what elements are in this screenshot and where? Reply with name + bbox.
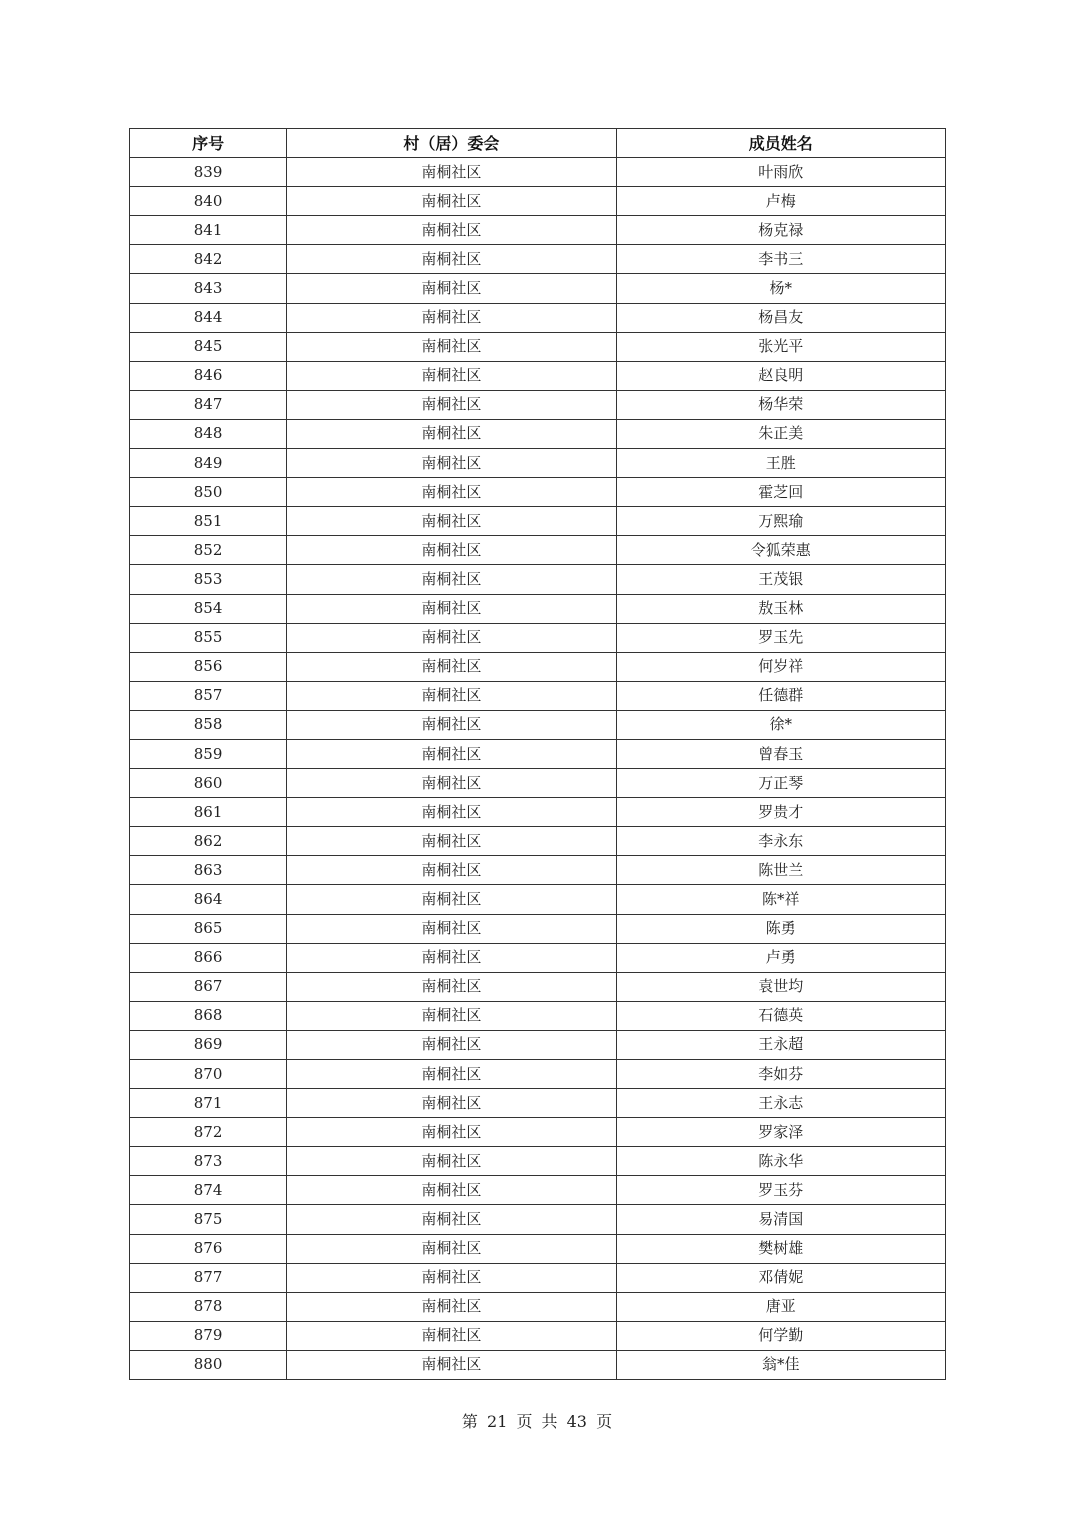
cell-serial-number: 866 — [130, 943, 287, 972]
cell-member-name: 徐* — [616, 710, 945, 739]
cell-serial-number: 870 — [130, 1060, 287, 1089]
cell-committee: 南桐社区 — [287, 274, 616, 303]
cell-member-name: 杨克禄 — [616, 216, 945, 245]
cell-serial-number: 850 — [130, 478, 287, 507]
cell-member-name: 李永东 — [616, 827, 945, 856]
cell-member-name: 敖玉林 — [616, 594, 945, 623]
cell-member-name: 陈永华 — [616, 1147, 945, 1176]
cell-committee: 南桐社区 — [287, 245, 616, 274]
cell-serial-number: 864 — [130, 885, 287, 914]
cell-serial-number: 871 — [130, 1089, 287, 1118]
cell-committee: 南桐社区 — [287, 972, 616, 1001]
cell-serial-number: 844 — [130, 303, 287, 332]
table-row — [130, 652, 946, 681]
cell-serial-number: 848 — [130, 419, 287, 448]
table-row — [130, 1030, 946, 1059]
cell-serial-number: 865 — [130, 914, 287, 943]
cell-serial-number: 840 — [130, 187, 287, 216]
cell-committee: 南桐社区 — [287, 449, 616, 478]
cell-committee: 南桐社区 — [287, 827, 616, 856]
table-row — [130, 710, 946, 739]
cell-committee: 南桐社区 — [287, 623, 616, 652]
cell-committee: 南桐社区 — [287, 1089, 616, 1118]
cell-committee: 南桐社区 — [287, 1001, 616, 1030]
cell-committee: 南桐社区 — [287, 1350, 616, 1379]
table-row — [130, 1060, 946, 1089]
cell-committee: 南桐社区 — [287, 1292, 616, 1321]
cell-member-name: 何学勤 — [616, 1321, 945, 1350]
cell-committee: 南桐社区 — [287, 158, 616, 187]
cell-serial-number: 855 — [130, 623, 287, 652]
cell-serial-number: 860 — [130, 769, 287, 798]
cell-member-name: 杨华荣 — [616, 390, 945, 419]
cell-committee: 南桐社区 — [287, 1321, 616, 1350]
cell-committee: 南桐社区 — [287, 943, 616, 972]
table-row — [130, 245, 946, 274]
cell-committee: 南桐社区 — [287, 478, 616, 507]
table-row — [130, 1176, 946, 1205]
table-row — [130, 1118, 946, 1147]
cell-member-name: 霍芝回 — [616, 478, 945, 507]
cell-member-name: 石德英 — [616, 1001, 945, 1030]
cell-committee: 南桐社区 — [287, 739, 616, 768]
cell-member-name: 杨* — [616, 274, 945, 303]
cell-committee: 南桐社区 — [287, 507, 616, 536]
cell-member-name: 王永志 — [616, 1089, 945, 1118]
cell-serial-number: 858 — [130, 710, 287, 739]
cell-member-name: 樊树雄 — [616, 1234, 945, 1263]
header-committee: 村（居）委会 — [287, 129, 616, 158]
table-row — [130, 856, 946, 885]
table-row — [130, 739, 946, 768]
cell-committee: 南桐社区 — [287, 216, 616, 245]
cell-committee: 南桐社区 — [287, 1118, 616, 1147]
table-row — [130, 1292, 946, 1321]
table-row — [130, 565, 946, 594]
table-row — [130, 1205, 946, 1234]
cell-member-name: 李如芬 — [616, 1060, 945, 1089]
table-row — [130, 827, 946, 856]
cell-committee: 南桐社区 — [287, 390, 616, 419]
table-row — [130, 478, 946, 507]
cell-committee: 南桐社区 — [287, 652, 616, 681]
table-row — [130, 1234, 946, 1263]
table-row — [130, 1321, 946, 1350]
cell-member-name: 叶雨欣 — [616, 158, 945, 187]
table-row — [130, 507, 946, 536]
cell-serial-number: 845 — [130, 332, 287, 361]
table-row — [130, 1001, 946, 1030]
table-row — [130, 623, 946, 652]
cell-member-name: 张光平 — [616, 332, 945, 361]
cell-member-name: 万熙瑜 — [616, 507, 945, 536]
cell-serial-number: 842 — [130, 245, 287, 274]
table-row — [130, 594, 946, 623]
table-row — [130, 216, 946, 245]
table-row — [130, 1263, 946, 1292]
cell-member-name: 罗玉芬 — [616, 1176, 945, 1205]
cell-serial-number: 854 — [130, 594, 287, 623]
cell-serial-number: 875 — [130, 1205, 287, 1234]
table-row — [130, 972, 946, 1001]
cell-serial-number: 856 — [130, 652, 287, 681]
cell-serial-number: 872 — [130, 1118, 287, 1147]
cell-committee: 南桐社区 — [287, 565, 616, 594]
cell-serial-number: 849 — [130, 449, 287, 478]
cell-serial-number: 877 — [130, 1263, 287, 1292]
cell-serial-number: 880 — [130, 1350, 287, 1379]
cell-committee: 南桐社区 — [287, 681, 616, 710]
table-row — [130, 274, 946, 303]
cell-serial-number: 843 — [130, 274, 287, 303]
cell-member-name: 卢勇 — [616, 943, 945, 972]
cell-member-name: 罗家泽 — [616, 1118, 945, 1147]
table-row — [130, 419, 946, 448]
cell-committee: 南桐社区 — [287, 419, 616, 448]
table-row — [130, 361, 946, 390]
table-row — [130, 798, 946, 827]
cell-serial-number: 847 — [130, 390, 287, 419]
cell-committee: 南桐社区 — [287, 361, 616, 390]
cell-serial-number: 873 — [130, 1147, 287, 1176]
table-row — [130, 390, 946, 419]
cell-committee: 南桐社区 — [287, 914, 616, 943]
table-row — [130, 158, 946, 187]
cell-member-name: 卢梅 — [616, 187, 945, 216]
cell-committee: 南桐社区 — [287, 885, 616, 914]
cell-committee: 南桐社区 — [287, 1030, 616, 1059]
cell-serial-number: 879 — [130, 1321, 287, 1350]
cell-serial-number: 851 — [130, 507, 287, 536]
cell-member-name: 袁世均 — [616, 972, 945, 1001]
cell-serial-number: 868 — [130, 1001, 287, 1030]
cell-committee: 南桐社区 — [287, 536, 616, 565]
cell-member-name: 万正琴 — [616, 769, 945, 798]
table-row — [130, 187, 946, 216]
cell-member-name: 李书三 — [616, 245, 945, 274]
header-serial-number: 序号 — [130, 129, 287, 158]
table-row — [130, 943, 946, 972]
cell-member-name: 罗贵才 — [616, 798, 945, 827]
cell-committee: 南桐社区 — [287, 1147, 616, 1176]
cell-member-name: 易清国 — [616, 1205, 945, 1234]
cell-member-name: 陈*祥 — [616, 885, 945, 914]
table-body — [130, 158, 946, 1380]
member-roster-table — [129, 128, 946, 1380]
cell-member-name: 陈世兰 — [616, 856, 945, 885]
table-row — [130, 681, 946, 710]
table-row — [130, 1089, 946, 1118]
cell-committee: 南桐社区 — [287, 187, 616, 216]
cell-member-name: 罗玉先 — [616, 623, 945, 652]
cell-member-name: 曾春玉 — [616, 739, 945, 768]
cell-serial-number: 852 — [130, 536, 287, 565]
table-row — [130, 332, 946, 361]
table-row — [130, 536, 946, 565]
cell-member-name: 令狐荣惠 — [616, 536, 945, 565]
page-number-footer: 第 21 页 共 43 页 — [461, 1412, 613, 1431]
cell-member-name: 翁*佳 — [616, 1350, 945, 1379]
cell-serial-number: 846 — [130, 361, 287, 390]
cell-member-name: 王永超 — [616, 1030, 945, 1059]
cell-committee: 南桐社区 — [287, 856, 616, 885]
cell-serial-number: 859 — [130, 739, 287, 768]
cell-member-name: 邓倩妮 — [616, 1263, 945, 1292]
cell-member-name: 王胜 — [616, 449, 945, 478]
cell-committee: 南桐社区 — [287, 769, 616, 798]
cell-serial-number: 862 — [130, 827, 287, 856]
cell-member-name: 陈勇 — [616, 914, 945, 943]
cell-serial-number: 869 — [130, 1030, 287, 1059]
cell-member-name: 杨昌友 — [616, 303, 945, 332]
cell-member-name: 赵良明 — [616, 361, 945, 390]
cell-committee: 南桐社区 — [287, 1060, 616, 1089]
cell-member-name: 唐亚 — [616, 1292, 945, 1321]
table-row — [130, 1147, 946, 1176]
cell-committee: 南桐社区 — [287, 1176, 616, 1205]
table-row — [130, 914, 946, 943]
cell-committee: 南桐社区 — [287, 1205, 616, 1234]
cell-member-name: 朱正美 — [616, 419, 945, 448]
cell-serial-number: 839 — [130, 158, 287, 187]
cell-serial-number: 874 — [130, 1176, 287, 1205]
table-row — [130, 769, 946, 798]
cell-serial-number: 841 — [130, 216, 287, 245]
cell-serial-number: 876 — [130, 1234, 287, 1263]
table-row — [130, 885, 946, 914]
cell-serial-number: 863 — [130, 856, 287, 885]
table-row — [130, 449, 946, 478]
cell-committee: 南桐社区 — [287, 710, 616, 739]
cell-committee: 南桐社区 — [287, 798, 616, 827]
cell-committee: 南桐社区 — [287, 303, 616, 332]
header-member-name: 成员姓名 — [616, 129, 945, 158]
cell-serial-number: 857 — [130, 681, 287, 710]
cell-member-name: 王茂银 — [616, 565, 945, 594]
cell-committee: 南桐社区 — [287, 594, 616, 623]
cell-serial-number: 867 — [130, 972, 287, 1001]
cell-serial-number: 861 — [130, 798, 287, 827]
cell-serial-number: 878 — [130, 1292, 287, 1321]
table-row — [130, 303, 946, 332]
table-row — [130, 1350, 946, 1379]
cell-committee: 南桐社区 — [287, 1263, 616, 1292]
cell-committee: 南桐社区 — [287, 332, 616, 361]
cell-member-name: 何岁祥 — [616, 652, 945, 681]
cell-committee: 南桐社区 — [287, 1234, 616, 1263]
cell-serial-number: 853 — [130, 565, 287, 594]
table-header-row — [130, 129, 946, 158]
cell-member-name: 任德群 — [616, 681, 945, 710]
